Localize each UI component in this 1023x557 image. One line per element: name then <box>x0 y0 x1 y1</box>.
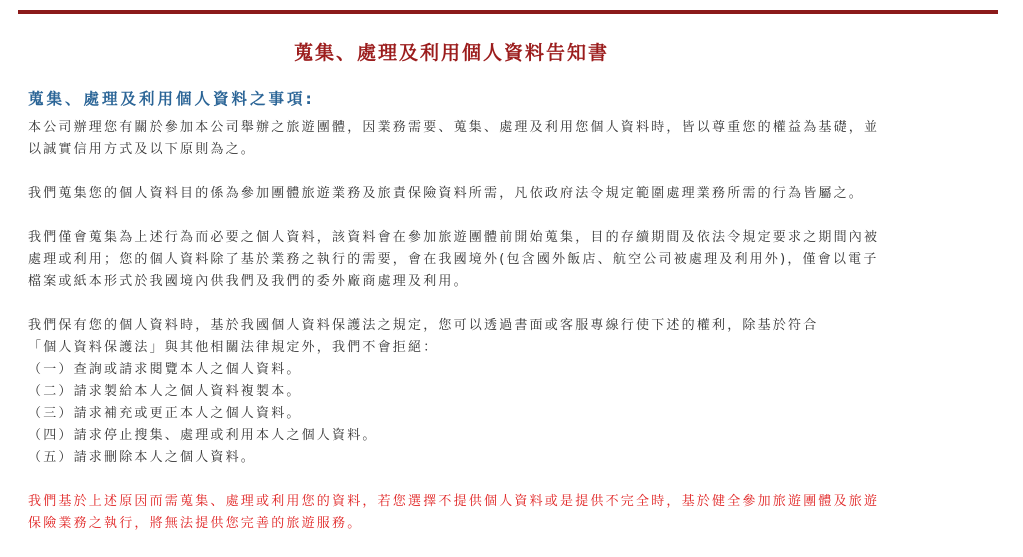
rights-list-item: （二）請求製給本人之個人資料複製本。 <box>28 384 302 399</box>
warning-line: 我們基於上述原因而需蒐集、處理或利用您的資料，若您選擇不提供個人資料或是提供不完全時，基於健全參加旅遊團體及旅遊 <box>28 494 880 509</box>
rights-list-item: （五）請求刪除本人之個人資料。 <box>28 450 257 465</box>
paragraph-line: 我們保有您的個人資料時，基於我國個人資料保護法之規定，您可以透過書面或客服專線行使下述的權利，除基於符合 <box>28 318 819 333</box>
warning-line: 保險業務之執行，將無法提供您完善的旅遊服務。 <box>28 516 363 531</box>
paragraph-principles <box>28 117 968 161</box>
rights-list-item: （四）請求停止搜集、處理或利用本人之個人資料。 <box>28 428 378 443</box>
page-title: 蒐集、處理及利用個人資料告知書 <box>293 42 609 64</box>
paragraph-purpose <box>28 183 968 205</box>
rights-list-item: （三）請求補充或更正本人之個人資料。 <box>28 406 302 421</box>
paragraph-line: 「個人資料保護法」與其他相關法律規定外，我們不會拒絕： <box>28 340 439 355</box>
top-divider <box>18 10 998 14</box>
warning-paragraph <box>28 491 968 535</box>
notice-content <box>28 117 968 557</box>
paragraph-line: 以誠實信用方式及以下原則為之。 <box>28 142 257 157</box>
rights-list-item: （一）查詢或請求閱覽本人之個人資料。 <box>28 362 302 377</box>
section-heading: 蒐集、處理及利用個人資料之事項: <box>28 90 315 108</box>
paragraph-scope <box>28 227 968 293</box>
paragraph-line: 我們僅會蒐集為上述行為而必要之個人資料，該資料會在參加旅遊團體前開始蒐集，目的存續期間及依法令規定要求之期間內被 <box>28 230 880 245</box>
paragraph-line: 本公司辦理您有關於參加本公司舉辦之旅遊團體，因業務需要、蒐集、處理及利用您個人資料時，皆以尊重您的權益為基礎，並 <box>28 120 880 135</box>
paragraph-line: 檔案或紙本形式於我國境內供我們及我們的委外廠商處理及利用。 <box>28 274 469 289</box>
paragraph-rights <box>28 315 968 469</box>
paragraph-line: 處理或利用；您的個人資料除了基於業務之執行的需要，會在我國境外(包含國外飯店、航空公司被處理及利用外)，僅會以電子 <box>28 252 879 267</box>
paragraph-line: 我們蒐集您的個人資料目的係為參加團體旅遊業務及旅責保險資料所需，凡依政府法令規定範圍處理業務所需的行為皆屬之。 <box>28 186 865 201</box>
